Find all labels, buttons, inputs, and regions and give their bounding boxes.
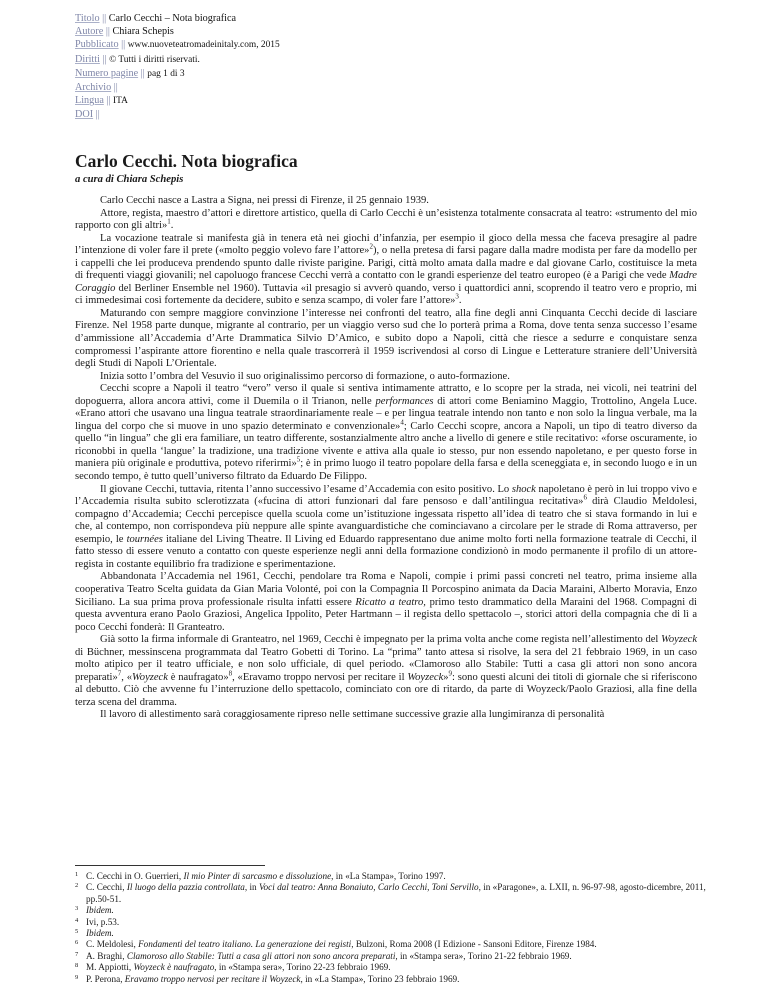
- article-body: [75, 195, 697, 722]
- footnote: [75, 939, 715, 950]
- metadata-row: [75, 12, 280, 25]
- body-paragraph: Cecchi scopre a Napoli il teatro “vero” verso il quale si sentiva intimamente attratto, e lo scopre per la strada, nei vicoli, nei teatrini del dopoguerra, allora ancora attivi, come il Duemila o il Trianon, nelle performances di attori come Beniamino Maggio, Trottolino, Angela Luce. «Erano attori che usavano una lingua teatrale straordinariamente reale – e per lingua teatrale intendo non tanto e non solo la lingua verbale, ma la lingua del corpo che si muove in uno spazio determinato e convenzionale»$^4$; Carlo Cecchi scopre, ancora a Napoli, un tipo di teatro diverso da quello “in lingua” che gli era familiare, un teatro differente, sostanzialmente altro anche a livello di genere e stile recitativo: «forse oscuramente, io riconobbi in quella ‘langue’ la tradizione, una tradizione vivente e attiva alla quale io stesso, pur non essendo napoletano, e per questo forse in maniera più originale e produttiva, potevo riferirmi»$^5$; è in primo luogo il teatro popolare della farsa e della sceneggiata e, in secondo luogo e in un secondo tempo, è tutto quell’universo filtrato da Eduardo De Filippo.: [75, 383, 698, 483]
- footnote-text: A. Braghi, Clamoroso allo Stabile: Tutti a casa gli attori non sono ancora preparati, in «Stampa sera», Torino 21-22 febbraio 1969.: [86, 950, 572, 961]
- body-paragraph: La vocazione teatrale si manifesta già in tenera età nei giochi d’infanzia, per esempio il gioco della messa che faceva presagire al padre l’intenzione di voler fare il prete («molto peggio volevo fare l’attore»$^2$), o nella pretesa di farsi pagare dalla madre modista per fare da modello per i cappelli che lei produceva prendendo spunto dalle riviste parigine. Parigi, città molto amata dalla madre e dal giovane Carlo, costituisce la meta di frequenti viaggi giovanili; nel capoluogo francese Cecchi verrà a contatto con le grandi esperienze del teatro europeo (è a Parigi che vede Madre Coraggio del Berliner Ensemble nel 1960). Tuttavia «il presagio si avverò quando, verso i quattordici anni, scoprendo il teatro vero e proprio, mi ci immedesimai così fortemente da decidere, subito e senza scampo, di voler fare l’attore»$^3$.: [75, 232, 697, 307]
- metadata-separator: ||: [140, 67, 145, 79]
- body-paragraph: Abbandonata l’Accademia nel 1961, Cecchi, pendolare tra Roma e Napoli, compie i primi passi concreti nel teatro, prima insieme alla cooperativa Teatro Scelta guidata da Gian Maria Volonté, poi con la Compagnia Il Porcospino animata da Dacia Maraini, Alberto Moravia, Enzo Siciliano. La sua prima prova professionale risulta infatti essere Ricatto a teatro, primo testo drammatico della Maraini del 1968. Compagni di questa avventura erano Paolo Graziosi, Angelica Ippolito, Peter Hartmann – il regista dello spettacolo –, storici attori della compagnia che di lì a poco Cecchi fonderà: Il Granteatro.: [75, 571, 697, 633]
- metadata-separator: ||: [113, 82, 118, 94]
- metadata-separator: ||: [95, 109, 100, 121]
- footnote-number: 3: [75, 905, 79, 913]
- footnote-text: Ivi, p.53.: [86, 916, 120, 927]
- metadata-row: [75, 25, 280, 38]
- metadata-key-link[interactable]: Lingua: [75, 95, 104, 107]
- body-paragraph: Già sotto la firma informale di Granteatro, nel 1969, Cecchi è impegnato per la prima volta anche come regista nell’allestimento del Woyzeck di Büchner, messinscena programmata dal Teatro Gobetti di Torino. La “prima” tanto attesa si risolve, la sera del 21 febbraio 1969, in un caso molto atipico per il teatro ufficiale, e non solo ufficiale, di quel periodo. «Clamoroso allo Stabile: Tutti a casa gli attori non sono ancora preparati»$^7$, «Woyzeck è naufragato»$^8$, «Eravamo troppo nervosi per recitare il Woyzeck»$^9$: sono questi alcuni dei titoli di giornale che si riferiscono al debutto. Ciò che avvenne fu l’interruzione dello spettacolo, cominciato con ore di ritardo, da parte di Woyzeck/Paolo Graziosi, alla fine della terza scena del dramma.: [75, 634, 697, 708]
- footnote-divider: [75, 865, 265, 866]
- metadata-row: [75, 67, 280, 81]
- body-paragraph: Il giovane Cecchi, tuttavia, ritenta l’anno successivo l’esame d’Accademia con esito positivo. Lo shock napoletano è però in lui troppo vivo e l’Accademia risulta subito sclerotizzata («fucina di attori funzionari dal fare pensoso e dall’antilingua recitativa»$^6$ dirà Claudio Meldolesi, compagno d’Accademia; Cecchi percepisce quella scuola come un’istituzione ingessata rispetto all’idea di teatro che si stava formando in lui e che, al contempo, non corrispondeva più neppure alle spinte avanguardistiche che cominciavano a circolare per le strade di Roma attraverso, per esempio, le tournées italiane del Living Theatre. Il Living ed Eduardo rappresentano due anime molto forti nella formazione teatrale di Cecchi, il fatto stesso di essere venuto a contatto con queste esperienze negli anni della formazione condizionò in modo permanente il profilo di un attore-regista in costante equilibrio fra tradizione e sperimentazione.: [75, 483, 697, 570]
- footnote-text: Ibidem.: [86, 928, 114, 939]
- body-paragraph: Inizia sotto l’ombra del Vesuvio il suo originalissimo percorso di formazione, o auto-formazione.: [100, 370, 510, 382]
- metadata-separator: ||: [121, 39, 126, 51]
- footnote: [75, 905, 715, 916]
- metadata-key-link[interactable]: Titolo: [75, 13, 100, 24]
- footnote-text: P. Perona, Eravamo troppo nervosi per recitare il Woyzeck, in «La Stampa», Torino 23 febbraio 1969.: [86, 973, 460, 984]
- footnote-number: 1: [75, 871, 79, 878]
- footnote-number: 6: [75, 939, 79, 947]
- metadata-key-link[interactable]: Autore: [75, 26, 104, 38]
- metadata-value: © Tutti i diritti riservati.: [109, 54, 200, 65]
- footnote-number: 4: [75, 916, 79, 924]
- body-paragraph: Il lavoro di allestimento sarà coraggiosamente ripreso nelle settimane successive grazie alla lungimiranza di personalità: [100, 709, 605, 721]
- footnote: [75, 962, 715, 973]
- footnote-number: 8: [75, 962, 79, 970]
- footnote: [75, 882, 715, 905]
- metadata-value: Chiara Schepis: [112, 26, 174, 38]
- body-paragraph: Attore, regista, maestro d’attori e direttore artistico, quella di Carlo Cecchi è un’esistenza totalmente consacrata al teatro: «strumento del mio rapporto con gli altri»$^1$.: [75, 207, 697, 232]
- footnote: [75, 951, 715, 962]
- metadata-separator: ||: [105, 26, 110, 38]
- article-title: Carlo Cecchi. Nota biografica: [75, 151, 298, 171]
- metadata-row: [75, 81, 280, 94]
- metadata-key-link[interactable]: DOI: [75, 109, 94, 121]
- metadata-separator: ||: [102, 53, 107, 65]
- footnote: [75, 974, 715, 985]
- metadata-row: [75, 53, 280, 67]
- footnote-text: C. Cecchi in O. Guerrieri, Il mio Pinter di sarcasmo e dissoluzione, in «La Stampa», Torino 1997.: [86, 871, 446, 881]
- footnote-text: Ibidem.: [86, 905, 114, 916]
- metadata-value: www.nuoveteatromadeinitaly.com, 2015: [127, 40, 280, 51]
- footnote-number: 9: [75, 973, 79, 981]
- body-paragraph: Maturando con sempre maggiore convinzione l’interesse nei confronti del teatro, alla fine degli anni Cinquanta Cecchi decide di lasciare Firenze. Nel 1958 parte dunque, migrante al contrario, per un viaggio verso sud che lo porterà prima a Roma, dove tenta senza successo l’esame d’ammissione all’Accademia d’Arte Drammatica Silvio D’Amico, e subito dopo a Napoli, città che riesce a sedurre e conquistare senza compromessi l’aspirante attore fiorentino e nella quale trascorrerà il 1959 iscrivendosi al corso di Lingue e Letterature straniere dell’Università degli Studi di Napoli L’Orientale.: [75, 307, 697, 370]
- footnote-number: 5: [75, 928, 79, 936]
- footnotes-section: [75, 871, 715, 985]
- metadata-row: [75, 94, 280, 108]
- metadata-value: Carlo Cecchi – Nota biografica: [108, 13, 237, 24]
- footnote-text: M. Appiotti, Woyzeck è naufragato, in «Stampa sera», Torino 22-23 febbraio 1969.: [86, 962, 391, 973]
- footnote-number: 7: [75, 950, 79, 958]
- metadata-separator: ||: [106, 95, 111, 107]
- metadata-separator: ||: [102, 13, 107, 24]
- footnote: [75, 871, 715, 882]
- body-paragraph: Carlo Cecchi nasce a Lastra a Signa, nei pressi di Firenze, il 25 gennaio 1939.: [100, 195, 429, 206]
- metadata-key-link[interactable]: Numero pagine: [75, 67, 139, 79]
- metadata-row: [75, 108, 280, 121]
- metadata-block: [75, 12, 280, 122]
- article-byline: a cura di Chiara Schepis: [75, 174, 184, 185]
- metadata-value: pag 1 di 3: [147, 68, 185, 79]
- metadata-row: [75, 38, 280, 52]
- metadata-key-link[interactable]: Pubblicato: [75, 39, 119, 51]
- footnote-text: C. Meldolesi, Fondamenti del teatro italiano. La generazione dei registi, Bulzoni, Roma 2008 (I Edizione - Sansoni Editore, Firenze 1984.: [86, 939, 597, 950]
- footnote: [75, 917, 715, 928]
- metadata-value: ITA: [113, 96, 128, 107]
- metadata-key-link[interactable]: Diritti: [75, 53, 100, 65]
- footnote-number: 2: [75, 882, 79, 890]
- footnote: [75, 928, 715, 939]
- footnote-text: C. Cecchi, Il luogo della pazzia controllata, in Voci dal teatro: Anna Bonaiuto, Carlo Cecchi, Toni Servillo, in «Paragone», a. LXII, n. 96-97-98, agosto-dicembre, 2011, pp.50-51.: [86, 882, 706, 904]
- metadata-key-link[interactable]: Archivio: [75, 82, 112, 94]
